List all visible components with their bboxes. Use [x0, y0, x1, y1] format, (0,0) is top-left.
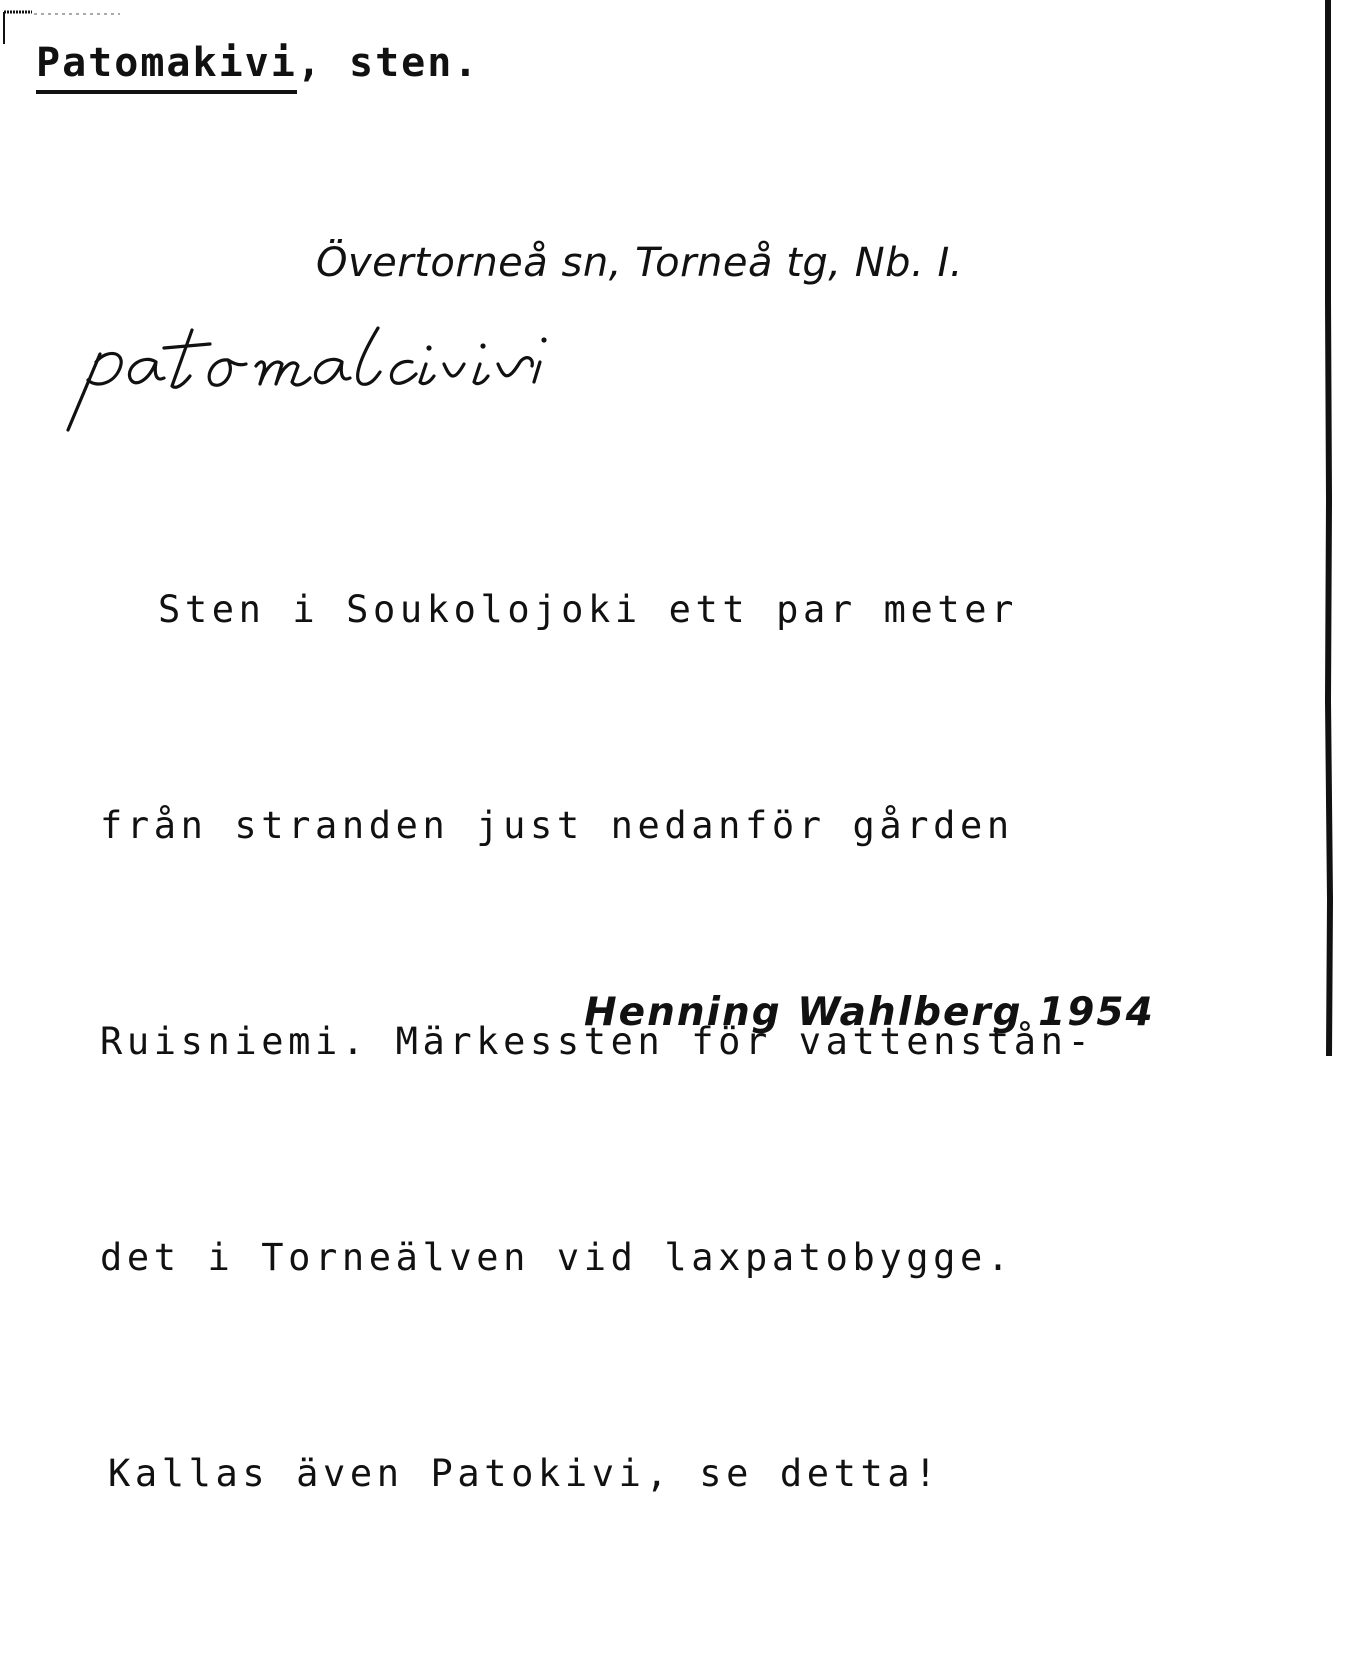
headword: Patomakivi [36, 40, 297, 94]
description-text [100, 430, 1094, 1654]
description-line: det i Torneälven vid laxpatobygge. [100, 1236, 1014, 1279]
description-line: Sten i Soukolojoki ett par meter [158, 588, 1019, 631]
description-line: från stranden just nedanför gården [100, 804, 1014, 847]
headword-suffix: , sten. [296, 40, 480, 86]
location-line: Övertorneå sn, Torneå tg, Nb. I. [316, 240, 963, 286]
headword-line [36, 40, 479, 86]
card-edge-line [1322, 0, 1336, 1056]
handwritten-name [60, 318, 620, 438]
description-line: Ruisniemi. Märkessten för vattenstån- [100, 1020, 1095, 1063]
description-line: Kallas även Patokivi, se detta! [108, 1452, 942, 1495]
signature: Henning Wahlberg 1954 [584, 990, 1155, 1035]
